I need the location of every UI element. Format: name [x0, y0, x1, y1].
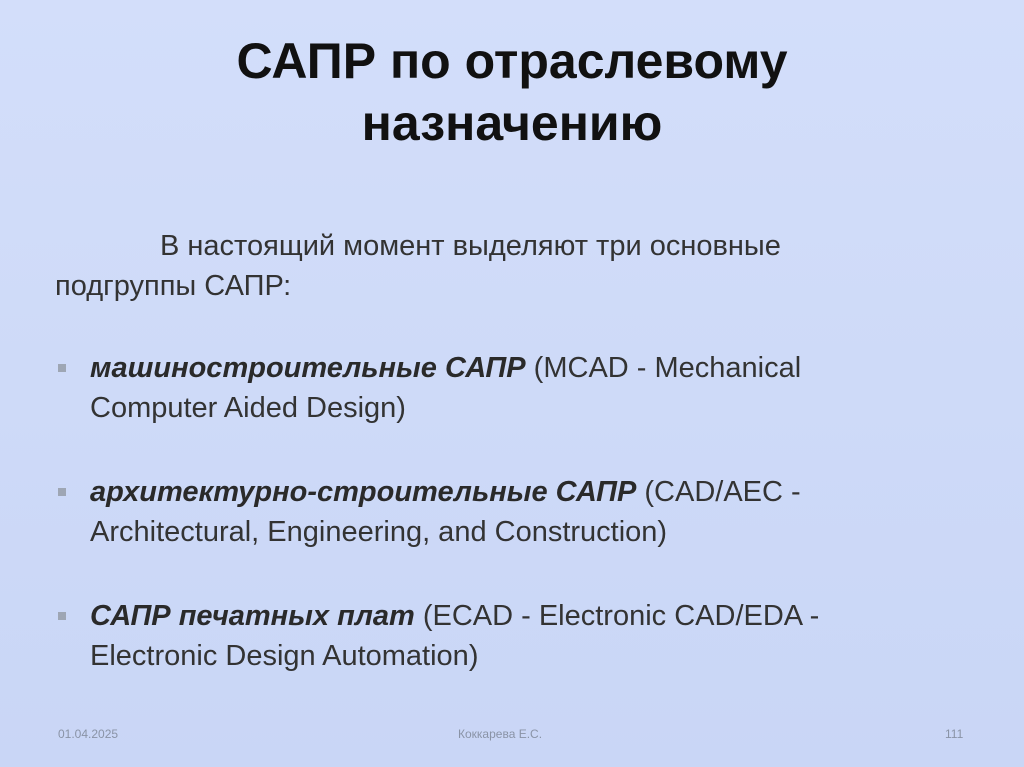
- square-bullet-icon: [58, 488, 66, 496]
- item-desc-line-2: Architectural, Engineering, and Construction): [90, 516, 668, 548]
- item-term: САПР печатных плат: [90, 600, 415, 632]
- footer-author: Коккарева Е.С.: [458, 727, 543, 741]
- slide-title: [60, 30, 964, 154]
- item-desc-line-2: Computer Aided Design): [90, 392, 406, 424]
- list-item: [58, 472, 958, 552]
- list-item: [58, 596, 958, 676]
- item-desc-line-1: (CAD/AEC -: [636, 476, 801, 508]
- item-desc-line-1: (MCAD - Mechanical: [525, 352, 802, 384]
- footer-page-number: 111: [945, 727, 964, 741]
- title-line-1: САПР по отраслевому: [236, 33, 788, 89]
- square-bullet-icon: [58, 364, 66, 372]
- item-desc-line-2: Electronic Design Automation): [90, 640, 479, 672]
- list-item: [58, 348, 958, 428]
- footer-date: 01.04.2025: [58, 727, 119, 741]
- intro-line-2: подгруппы САПР:: [55, 270, 292, 302]
- subgroup-list: [58, 348, 958, 720]
- intro-line-1: В настоящий момент выделяют три основные: [160, 230, 781, 262]
- item-desc-line-1: (ECAD - Electronic CAD/EDA -: [414, 600, 820, 632]
- title-line-2: назначению: [361, 95, 663, 151]
- item-term: машиностроительные САПР: [90, 352, 526, 384]
- intro-paragraph: [55, 226, 955, 306]
- square-bullet-icon: [58, 612, 66, 620]
- item-term: архитектурно-строительные САПР: [90, 476, 637, 508]
